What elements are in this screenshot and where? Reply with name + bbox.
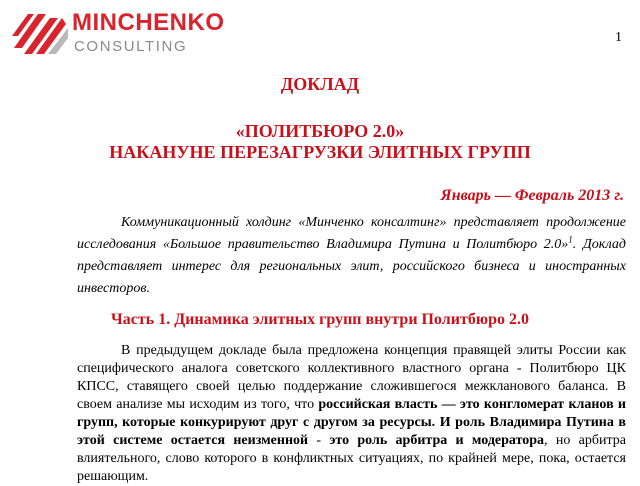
intro-paragraph <box>77 212 626 300</box>
section-heading: Часть 1. Динамика элитных групп внутри Политбюро 2.0 <box>111 311 529 328</box>
body-text-2: - <box>308 433 330 448</box>
intro-tail: . Доклад представляет интерес для региональных элит, российского бизнеса и иностранных инвесторов. <box>77 237 626 296</box>
logo-title: MINCHENKO <box>72 9 225 36</box>
body-bold-1: российская власть — это конгломерат кланов и групп, которые конкурируют друг с другом за ресурсы. И роль Владимира Путина в этой системе остается неизменной <box>77 397 626 448</box>
report-heading: ДОКЛАД <box>280 74 360 94</box>
body-paragraph <box>77 342 626 486</box>
report-title-line-2: НАКАНУНЕ ПЕРЕЗАГРУЗКИ ЭЛИТНЫХ ГРУПП <box>109 142 531 162</box>
logo-subtitle: CONSULTING <box>74 38 188 55</box>
body-bold-2: это роль арбитра и модератора <box>329 433 545 448</box>
page-number: 1 <box>615 30 622 45</box>
intro-text: Коммуникационный холдинг «Минченко консалтинг» представляет продолжение исследования «Большое правительство Владимира Путина и Политбюро 2.0» <box>77 215 626 252</box>
diagonal-stripes-logo-icon <box>12 8 68 56</box>
company-logo <box>12 8 232 60</box>
body-text-1: В предыдущем докладе была предложена концепция правящей элиты России как специфического аналога советского коллективного властного органа - Политбюро ЦК КПСС, ставящего своей целью поддержание сложившегося межкланового баланса. В своем анализе мы исходим из того, что <box>77 343 626 412</box>
body-text-3: , но арбитра влиятельного, слово которого в конфликтных ситуациях, по крайней мере, пока, остается решающим. <box>77 433 626 484</box>
report-date: Январь — Февраль 2013 г. <box>440 187 624 204</box>
footnote-reference[interactable]: 1 <box>568 234 573 245</box>
report-title-line-1: «ПОЛИТБЮРО 2.0» <box>235 121 405 141</box>
